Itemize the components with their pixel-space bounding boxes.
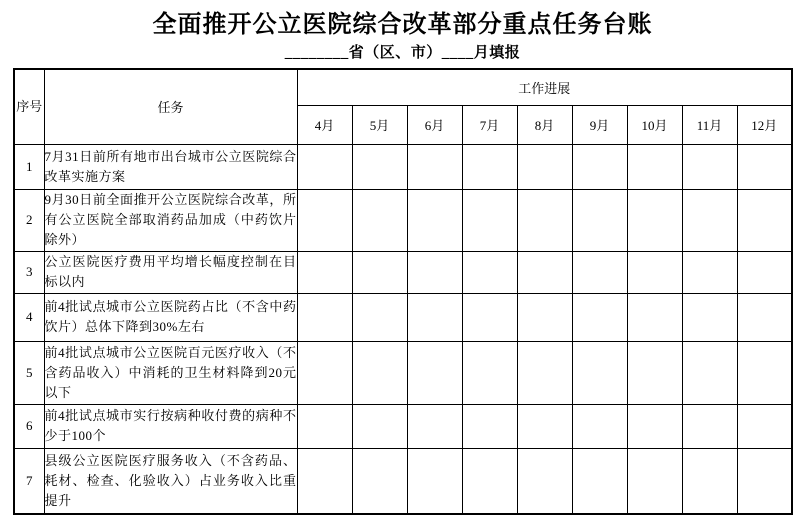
progress-cell: [297, 448, 352, 514]
progress-cell: [517, 144, 572, 189]
row-index-cell: 6: [14, 404, 44, 448]
progress-cell: [462, 251, 517, 293]
progress-cell: [297, 144, 352, 189]
task-cell: 县级公立医院医疗服务收入（不含药品、耗材、检查、化验收入）占业务收入比重提升: [44, 448, 297, 514]
task-cell: 前4批试点城市实行按病种收付费的病种不少于100个: [44, 404, 297, 448]
progress-cell: [297, 341, 352, 404]
progress-cell: [737, 251, 792, 293]
row-index-cell: 3: [14, 251, 44, 293]
progress-cell: [407, 293, 462, 341]
progress-cell: [737, 404, 792, 448]
progress-cell: [682, 448, 737, 514]
progress-cell: [297, 404, 352, 448]
progress-cell: [737, 448, 792, 514]
progress-cell: [352, 293, 407, 341]
progress-cell: [572, 251, 627, 293]
task-cell: 前4批试点城市公立医院药占比（不含中药饮片）总体下降到30%左右: [44, 293, 297, 341]
progress-cell: [352, 404, 407, 448]
progress-cell: [407, 404, 462, 448]
table-row: [14, 251, 792, 293]
header-task: 任务: [44, 69, 297, 144]
header-month-sep: 9月: [572, 105, 627, 144]
progress-cell: [407, 448, 462, 514]
row-index-cell: 4: [14, 293, 44, 341]
progress-cell: [517, 341, 572, 404]
progress-cell: [297, 293, 352, 341]
progress-cell: [737, 144, 792, 189]
header-month-oct: 10月: [627, 105, 682, 144]
header-month-jul: 7月: [462, 105, 517, 144]
progress-cell: [682, 404, 737, 448]
row-index-cell: 5: [14, 341, 44, 404]
header-row-progress: [14, 69, 792, 105]
table-row: [14, 341, 792, 404]
progress-cell: [352, 341, 407, 404]
progress-cell: [462, 448, 517, 514]
header-progress: 工作进展: [297, 69, 792, 105]
header-month-nov: 11月: [682, 105, 737, 144]
progress-cell: [517, 404, 572, 448]
progress-cell: [737, 293, 792, 341]
progress-cell: [627, 189, 682, 251]
progress-cell: [517, 251, 572, 293]
progress-cell: [517, 293, 572, 341]
table-row: [14, 448, 792, 514]
progress-cell: [682, 341, 737, 404]
progress-cell: [627, 404, 682, 448]
progress-cell: [572, 293, 627, 341]
progress-cell: [517, 448, 572, 514]
progress-cell: [462, 341, 517, 404]
progress-cell: [407, 144, 462, 189]
progress-cell: [407, 189, 462, 251]
progress-cell: [627, 293, 682, 341]
header-month-dec: 12月: [737, 105, 792, 144]
table-row: [14, 144, 792, 189]
header-month-aug: 8月: [517, 105, 572, 144]
table-row: [14, 404, 792, 448]
progress-cell: [297, 189, 352, 251]
header-month-jun: 6月: [407, 105, 462, 144]
progress-cell: [352, 144, 407, 189]
progress-cell: [682, 144, 737, 189]
progress-cell: [462, 293, 517, 341]
progress-cell: [572, 341, 627, 404]
task-cell: 前4批试点城市公立医院百元医疗收入（不含药品收入）中消耗的卫生材料降到20元以下: [44, 341, 297, 404]
progress-cell: [407, 341, 462, 404]
progress-cell: [352, 251, 407, 293]
task-ledger-table: [13, 68, 793, 515]
progress-cell: [572, 404, 627, 448]
page-subtitle: ________省（区、市）____月填报: [284, 45, 521, 61]
task-cell: 7月31日前所有地市出台城市公立医院综合改革实施方案: [44, 144, 297, 189]
progress-cell: [517, 189, 572, 251]
table-row: [14, 293, 792, 341]
progress-cell: [407, 251, 462, 293]
task-cell: 9月30日前全面推开公立医院综合改革，所有公立医院全部取消药品加成（中药饮片除外）: [44, 189, 297, 251]
row-index-cell: 2: [14, 189, 44, 251]
progress-cell: [352, 448, 407, 514]
progress-cell: [462, 144, 517, 189]
progress-cell: [352, 189, 407, 251]
task-cell: 公立医院医疗费用平均增长幅度控制在目标以内: [44, 251, 297, 293]
progress-cell: [572, 144, 627, 189]
progress-cell: [737, 341, 792, 404]
progress-cell: [627, 144, 682, 189]
progress-cell: [682, 189, 737, 251]
progress-cell: [572, 448, 627, 514]
progress-cell: [627, 448, 682, 514]
progress-cell: [462, 189, 517, 251]
progress-cell: [572, 189, 627, 251]
progress-cell: [682, 251, 737, 293]
progress-cell: [627, 251, 682, 293]
page-title: 全面推开公立医院综合改革部分重点任务台账: [152, 11, 653, 38]
row-index-cell: 1: [14, 144, 44, 189]
progress-cell: [682, 293, 737, 341]
progress-cell: [737, 189, 792, 251]
progress-cell: [297, 251, 352, 293]
header-index: 序号: [14, 69, 44, 144]
table-row: [14, 189, 792, 251]
progress-cell: [462, 404, 517, 448]
progress-cell: [627, 341, 682, 404]
header-month-may: 5月: [352, 105, 407, 144]
header-month-apr: 4月: [297, 105, 352, 144]
row-index-cell: 7: [14, 448, 44, 514]
